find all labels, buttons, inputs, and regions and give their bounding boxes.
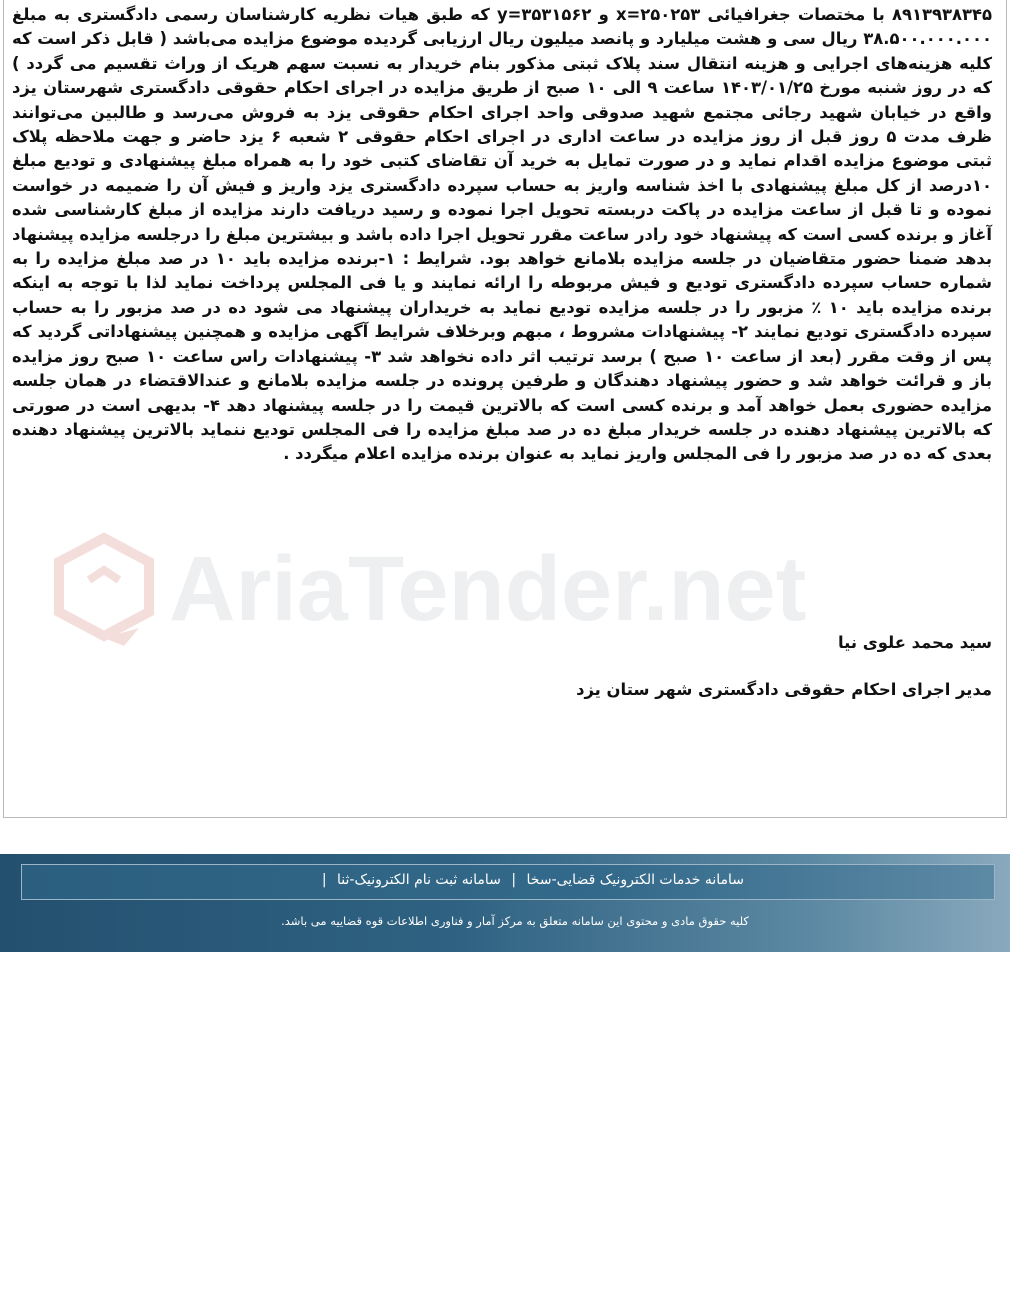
signatory-name: سید محمد علوی نیا <box>838 633 992 652</box>
announcement-body <box>12 3 992 467</box>
footer-copyright: کلیه حقوق مادی و محتوی این سامانه متعلق به مرکز آمار و فناوری اطلاعات قوه قضاییه می باشد. <box>281 914 749 928</box>
watermark-mark-icon <box>59 538 149 646</box>
watermark-text: AriaTender.net <box>169 538 807 640</box>
watermark-logo <box>44 520 807 650</box>
footer-link-sakha[interactable]: سامانه خدمات الکترونیک قضایی-سخا <box>526 872 744 888</box>
footer-links-bar <box>21 864 995 900</box>
footer-separator: | <box>511 872 517 888</box>
page-gutter <box>0 818 1010 854</box>
signatory-title: مدیر اجرای احکام حقوقی دادگستری شهر ستان یزد <box>576 680 992 699</box>
announcement-text: ۸۹۱۳۹۳۸۳۴۵ با مختصات جغرافیائی x=۲۵۰۲۵۳ و y=۳۵۳۱۵۶۲ که طبق هیات نظریه کارشناسان رسمی دادگستری به مبلغ ۳۸.۵۰۰.۰۰۰.۰۰۰ ریال سی و هشت میلیارد و پانصد میلیون ریال ارزیابی گردیده موضوع مزایده می‌باشد ( قابل ذکر است که کلیه هزینه‌های اجرایی و هزینه انتقال سند پلاک ثبتی مذکور بنام خریدار به نسبت سهم هریک از وراث تقسیم می گردد ) که در روز شنبه مورخ ۱۴۰۳/۰۱/۲۵ ساعت ۹ الی ۱۰ صبح از طریق مزایده در اجرای احکام حقوقی دادگستری شهرستان یزد واقع در خیابان شهید رجائی مجتمع شهید صدوقی واحد اجرای احکام حقوقی یزد به فروش می‌رسد و طالبین می‌توانند ظرف مدت ۵ روز قبل از روز مزایده در ساعت اداری در اجرای احکام حقوقی ۲ شعبه ۶ یزد حاضر و جهت ملاحظه پلاک ثبتی موضوع مزایده اقدام نماید و در صورت تمایل به خرید آن تقاضای کتبی خود را به همراه مبلغ پیشنهادی و تودیع مبلغ ۱۰درصد از کل مبلغ پیشنهادی با اخذ شناسه واریز به حساب سپرده دادگستری یزد واریز و فیش آن را ضمیمه در خواست نموده و تا قبل از ساعت مزایده در پاکت دربسته تحویل اجرا نموده و رسید دریافت دارند مزایده از مبلغ کارشناسی شده آغاز و برنده کسی است که پیشنهاد خود رادر ساعت مقرر تحویل اجرا داده باشد و بیشترین مبلغ را درجلسه مزایده پیشنهاد بدهد ضمنا حضور متقاضیان در جلسه مزایده بلامانع خواهد بود. شرایط : ۱-برنده مزایده باید ۱۰ در صد مبلغ مزایده را به شماره حساب سپرده دادگستری تودیع و فیش مربوطه را ارائه نمایند و یا فی المجلس پرداخت نماید لذا با توجه به اینکه برنده مزایده باید ۱۰ ٪ مزبور را در جلسه مزایده تودیع نماید به خریداران پیشنهاد می شود ده در صد مزبور را به حساب سپرده دادگستری تودیع نمایند ۲- پیشنهادات مشروط ، مبهم وبرخلاف شرایط آگهی مزایده و همچنین پیشنهاداتی گردید که پس از وقت مقرر (بعد از ساعت ۱۰ صبح ) برسد ترتیب اثر داده نخواهد شد ۳- پیشنهادات راس ساعت ۱۰ صبح روز مزایده باز و قرائت خواهد شد و حضور پیشنهاد دهندگان و طرفین پرونده در جلسه مزایده بلامانع و عندالاقتضاء در همان جلسه مزایده حضوری بعمل خواهد آمد و برنده کسی است که بالاترین قیمت را در جلسه پیشنهاد دهد ۴- بدیهی است در صورتی که بالاترین پیشنهاد دهنده در جلسه خریدار مبلغ ده در صد مبلغ مزایده را فی المجلس تودیع ننماید بالاترین پیشنهاد دهنده بعدی که ده در صد مزبور را فی المجلس واریز نماید به عنوان برنده مزایده اعلام میگردد . <box>12 5 993 464</box>
content-panel <box>3 0 1007 818</box>
site-footer <box>0 854 1010 952</box>
footer-link-sana[interactable]: سامانه ثبت نام الکترونیک-ثنا <box>337 872 501 888</box>
footer-separator: | <box>321 872 327 888</box>
watermark-svg <box>44 520 807 650</box>
